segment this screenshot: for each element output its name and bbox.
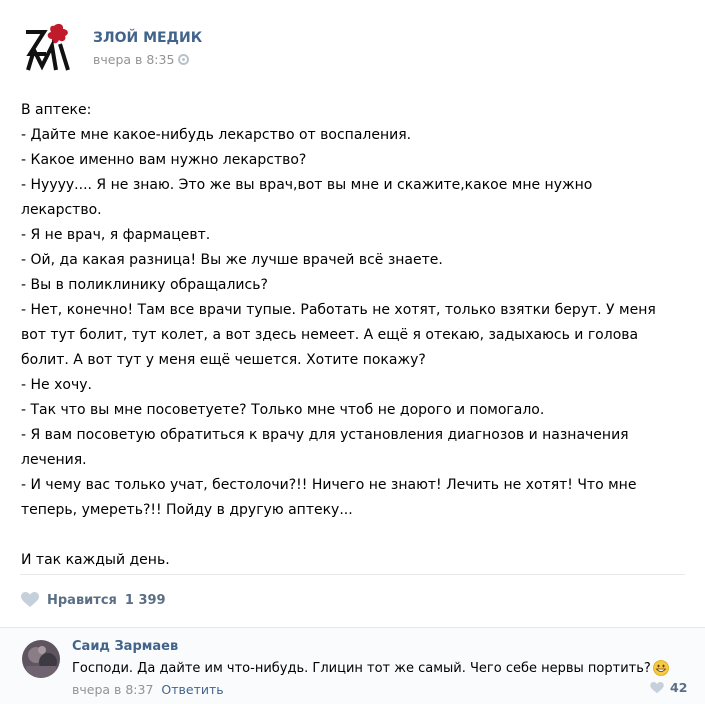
post-text-line: В аптеке: xyxy=(21,102,92,118)
divider xyxy=(20,574,685,575)
comment-like-button[interactable] xyxy=(650,680,687,695)
group-logo-icon[interactable] xyxy=(20,20,76,76)
gear-icon[interactable] xyxy=(178,54,189,65)
heart-icon xyxy=(650,682,664,694)
post-text-line: лечения. xyxy=(21,452,87,468)
post-text-line xyxy=(21,523,689,548)
post-author-link[interactable]: ЗЛОЙ МЕДИК xyxy=(93,30,203,46)
like-count: 1 399 xyxy=(124,592,166,608)
comment-avatar[interactable] xyxy=(22,640,60,678)
post-text-line: И так каждый день. xyxy=(21,552,170,568)
post-text-line: - Нет, конечно! Там все врачи тупые. Работать не хотят, только взятки берут. У меня xyxy=(21,302,656,318)
post-time-text: вчера в 8:35 xyxy=(93,52,175,67)
post-text-line: - Так что вы мне посоветуете? Только мне чтоб не дорого и помогало. xyxy=(21,402,545,418)
like-button[interactable] xyxy=(21,588,166,612)
post-text-line: - Какое именно вам нужно лекарство? xyxy=(21,152,307,168)
comment-text-content: Господи. Да дайте им что-нибудь. Глицин тот же самый. Чего себе нервы портить? xyxy=(72,660,651,676)
heart-icon xyxy=(21,592,39,608)
post-text-line: - Дайте мне какое-нибудь лекарство от воспаления. xyxy=(21,127,412,143)
post-timestamp[interactable] xyxy=(93,52,189,67)
comment-author-link[interactable]: Саид Зармаев xyxy=(72,639,179,654)
post-text-line: - Я не врач, я фармацевт. xyxy=(21,227,211,243)
comment-text xyxy=(72,660,669,676)
post-text-line: вот тут болит, тут колет, а вот здесь немеет. А ещё я отекаю, задыхаюсь и голова xyxy=(21,327,639,343)
comment-meta xyxy=(72,682,224,697)
post-text-line: - Вы в поликлинику обращались? xyxy=(21,277,268,293)
comment-like-count: 42 xyxy=(670,680,688,695)
post-text xyxy=(21,98,689,573)
post-text-line: теперь, умереть?!! Пойду в другую аптеку... xyxy=(21,502,353,518)
post-text-line: болит. А вот тут у меня ещё чешется. Хотите покажу? xyxy=(21,352,426,368)
comment-timestamp[interactable]: вчера в 8:37 xyxy=(72,682,154,697)
post-text-line: - Не хочу. xyxy=(21,377,92,393)
reply-link[interactable]: Ответить xyxy=(161,682,224,697)
like-label: Нравится xyxy=(47,592,117,608)
grinning-emoji-icon xyxy=(653,660,669,676)
post-text-line: лекарство. xyxy=(21,202,102,218)
post-text-line: - Нуууу.... Я не знаю. Это же вы врач,вот вы мне и скажите,какое мне нужно xyxy=(21,177,593,193)
post-text-line: - И чему вас только учат, бестолочи?!! Ничего не знают! Лечить не хотят! Что мне xyxy=(21,477,637,493)
post-text-line: - Я вам посоветую обратиться к врачу для установления диагнозов и назначения xyxy=(21,427,629,443)
post-text-line: - Ой, да какая разница! Вы же лучше врачей всё знаете. xyxy=(21,252,443,268)
